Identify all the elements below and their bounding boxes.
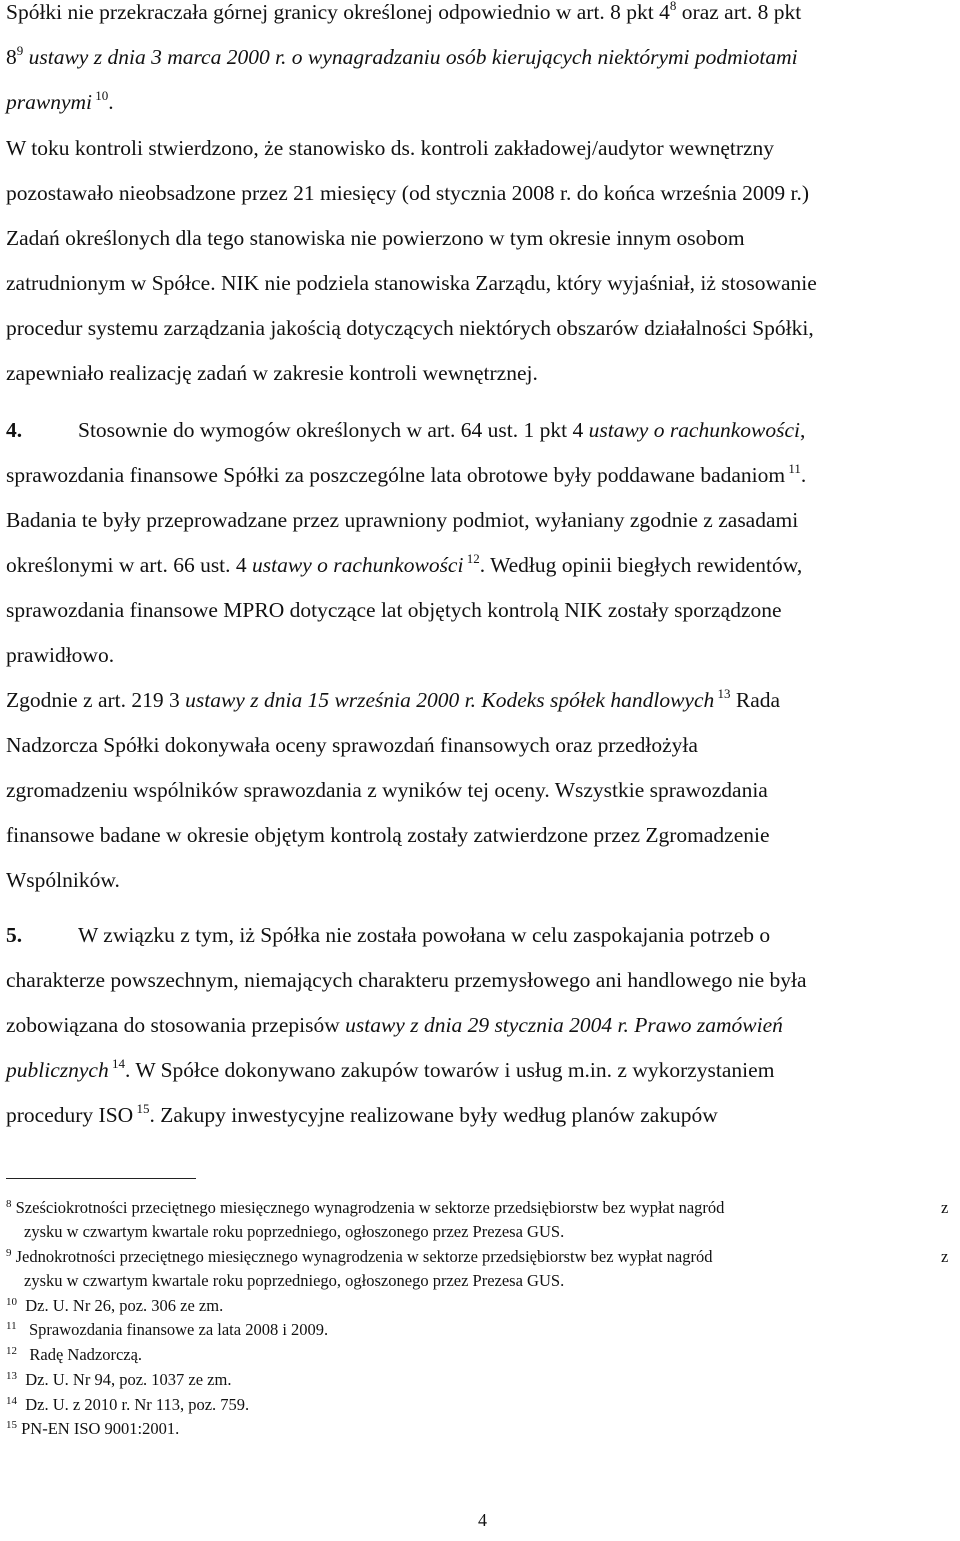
act-title: ustawy z dnia 3 marca 2000 r. o wynagradzaniu osób kierujących niektórymi podmiotami (28, 45, 798, 69)
body-line (6, 463, 806, 488)
footnote-number: 14 (6, 1395, 17, 1407)
footnote-separator (6, 1178, 196, 1179)
body-line: W toku kontroli stwierdzono, że stanowisko ds. kontroli zakładowej/audytor wewnętrzny (6, 136, 775, 160)
body-line: finansowe badane w okresie objętym kontrolą zostały zatwierdzone przez Zgromadzenie (6, 823, 770, 847)
footnote-text: Sześciokrotności przeciętnego miesięcznego wynagrodzenia w sektorze przedsiębiorstw bez wypłat nagród (11, 1198, 725, 1217)
text: Spółki nie przekraczała górnej granicy określonej odpowiednio w art. 8 pkt 4 (6, 0, 670, 24)
body-line: zapewniało realizację zadań w zakresie kontroli wewnętrznej. (6, 361, 538, 385)
body-line (6, 1058, 774, 1083)
body-line (6, 688, 780, 713)
act-title: ustawy z dnia 29 stycznia 2004 r. Prawo zamówień (345, 1013, 783, 1037)
footnote-ref[interactable]: 13 (714, 686, 731, 701)
footnote-ref[interactable]: 9 (16, 43, 24, 58)
text: . (800, 463, 807, 487)
footnote-9-cont: zysku w czwartym kwartale roku poprzedniego, ogłoszonego przez Prezesa GUS. (24, 1271, 565, 1290)
text: , (800, 418, 806, 442)
footnote-number: 9 (6, 1247, 12, 1259)
body-line (6, 0, 801, 25)
act-title: prawnymi (6, 90, 92, 114)
footnote-ref[interactable]: 15 (133, 1101, 150, 1116)
footnote-text: Dz. U. Nr 26, poz. 306 ze zm. (17, 1296, 224, 1315)
body-line (6, 553, 802, 578)
text: Zgodnie z art. 219 (6, 688, 169, 712)
footnote-8-cont: zysku w czwartym kwartale roku poprzedniego, ogłoszonego przez Prezesa GUS. (24, 1222, 565, 1241)
footnote-text: Radę Nadzorczą. (17, 1345, 143, 1364)
footnote-number: 8 (6, 1198, 12, 1210)
text: 3 (169, 688, 186, 712)
body-line: zgromadzeniu wspólników sprawozdania z wyników tej oceny. Wszystkie sprawozdania (6, 778, 768, 802)
act-title: ustawy o rachunkowości (252, 553, 464, 577)
body-line (6, 90, 114, 115)
footnote-number: 15 (6, 1419, 17, 1431)
body-line: procedur systemu zarządzania jakością dotyczących niektórych obszarów działalności Spółki, (6, 316, 814, 340)
footnote-10 (6, 1296, 223, 1316)
body-line: pozostawało nieobsadzone przez 21 miesięcy (od stycznia 2008 r. do końca września 2009 r.) (6, 181, 810, 205)
footnote-12 (6, 1345, 142, 1365)
text: W związku z tym, iż Spółka nie została powołana w celu zaspokajania potrzeb o (78, 923, 771, 947)
footnote-text: PN-EN ISO 9001:2001. (17, 1419, 180, 1438)
footnote-text: Jednokrotności przeciętnego miesięcznego wynagrodzenia w sektorze przedsiębiorstw bez wypłat nagród (11, 1247, 713, 1266)
footnote-ref[interactable]: 11 (785, 461, 801, 476)
act-title: ustawy o rachunkowości (588, 418, 800, 442)
footnote-ref[interactable]: 10 (92, 88, 109, 103)
text: zobowiązana do stosowania przepisów (6, 1013, 346, 1037)
text: . Według opinii biegłych rewidentów, (479, 553, 803, 577)
footnote-number: 13 (6, 1370, 17, 1382)
footnote-14 (6, 1395, 249, 1415)
footnote-text: Sprawozdania finansowe za lata 2008 i 2009. (16, 1320, 329, 1339)
body-line (6, 45, 798, 70)
page-number: 4 (478, 1510, 487, 1530)
footnote-text: Dz. U. z 2010 r. Nr 113, poz. 759. (17, 1395, 250, 1414)
text: . W Spółce dokonywano zakupów towarów i usług m.in. z wykorzystaniem (124, 1058, 775, 1082)
text: Rada (730, 688, 781, 712)
body-line: Nadzorcza Spółki dokonywała oceny sprawozdań finansowych oraz przedłożyła (6, 733, 698, 757)
body-line: Wspólników. (6, 868, 120, 892)
text: procedury ISO (6, 1103, 134, 1127)
text: . (108, 90, 114, 114)
footnote-13 (6, 1370, 231, 1390)
body-line: prawidłowo. (6, 643, 115, 667)
text: Stosownie do wymogów określonych w art. 64 ust. 1 pkt 4 (78, 418, 589, 442)
body-line (6, 1103, 718, 1128)
text: oraz art. 8 pkt (676, 0, 802, 24)
body-line (6, 418, 805, 443)
footnote-ref[interactable]: 14 (108, 1056, 125, 1071)
text: sprawozdania finansowe Spółki za poszczególne lata obrotowe były poddawane badaniom (6, 463, 786, 487)
text: 8 (6, 45, 17, 69)
text: określonymi w art. 66 ust. 4 (6, 553, 253, 577)
body-line: zatrudnionym w Spółce. NIK nie podziela stanowiska Zarządu, który wyjaśniał, iż stosowanie (6, 271, 817, 295)
text: . Zakupy inwestycyjne realizowane były według planów zakupów (149, 1103, 718, 1127)
act-title: ustawy z dnia 15 września 2000 r. Kodeks spółek handlowych (185, 688, 715, 712)
body-line (6, 923, 770, 948)
footnote-ref[interactable]: 12 (463, 551, 480, 566)
footnote-number: 12 (6, 1345, 17, 1357)
body-line: Badania te były przeprowadzane przez uprawniony podmiot, wyłaniany zgodnie z zasadami (6, 508, 799, 532)
footnote-9-trailing: z (941, 1247, 949, 1266)
footnote-8-trailing: z (941, 1198, 949, 1217)
footnote-8 (6, 1198, 724, 1218)
footnote-text: Dz. U. Nr 94, poz. 1037 ze zm. (17, 1370, 232, 1389)
body-line: Zadań określonych dla tego stanowiska nie powierzono w tym okresie innym osobom (6, 226, 745, 250)
footnote-number: 11 (6, 1320, 17, 1332)
footnote-11 (6, 1320, 328, 1340)
footnote-ref[interactable]: 8 (669, 0, 677, 13)
section-number: 4. (6, 418, 23, 442)
footnote-number: 10 (6, 1296, 17, 1308)
body-line: charakterze powszechnym, niemających charakteru przemysłowego ani handlowego nie była (6, 968, 807, 992)
body-line (6, 1013, 783, 1038)
footnote-9 (6, 1247, 713, 1267)
section-number: 5. (6, 923, 23, 947)
act-title: publicznych (6, 1058, 109, 1082)
footnote-15 (6, 1419, 179, 1439)
body-line: sprawozdania finansowe MPRO dotyczące lat objętych kontrolą NIK zostały sporządzone (6, 598, 782, 622)
